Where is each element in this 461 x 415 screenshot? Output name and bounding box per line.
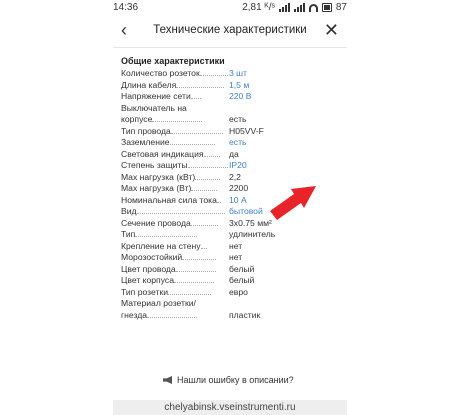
leader-dots bbox=[137, 208, 225, 214]
spec-value: белый bbox=[229, 275, 255, 285]
spec-row bbox=[121, 241, 301, 253]
report-error-text: Нашли ошибку в описании? bbox=[177, 375, 294, 385]
spec-row bbox=[121, 80, 301, 92]
leader-dots bbox=[191, 220, 218, 226]
spec-value: белый bbox=[229, 263, 255, 274]
spec-label: Крепление на стену bbox=[121, 240, 201, 251]
spec-row bbox=[121, 137, 301, 149]
spec-row bbox=[121, 126, 301, 138]
spec-value-link[interactable]: 10 А bbox=[229, 194, 247, 205]
spec-value: H05VV-F bbox=[229, 125, 264, 136]
signal-icon-2 bbox=[294, 3, 305, 12]
leader-dots bbox=[135, 231, 197, 237]
leader-dots bbox=[188, 162, 228, 168]
spec-label: Степень защиты bbox=[121, 160, 188, 170]
section-title: Общие характеристики bbox=[121, 56, 225, 66]
spec-label: Напряжение сети bbox=[121, 91, 191, 101]
status-time: 14:36 bbox=[113, 2, 139, 13]
spec-value: 2,2 bbox=[229, 171, 241, 182]
close-icon[interactable]: ✕ bbox=[323, 20, 339, 40]
spec-value: евро bbox=[229, 286, 248, 297]
spec-label: Световая индикация bbox=[121, 148, 204, 159]
spec-row bbox=[121, 103, 301, 126]
leader-dots bbox=[217, 197, 221, 203]
leader-dots bbox=[201, 243, 207, 249]
spec-row bbox=[121, 287, 301, 299]
leader-dots bbox=[195, 174, 220, 180]
spec-label: Материал розетки/ bbox=[121, 298, 196, 308]
leader-dots bbox=[200, 70, 228, 76]
spec-row bbox=[121, 275, 301, 287]
url-text: chelyabinsk.vseinstrumenti.ru bbox=[164, 402, 296, 413]
battery-icon bbox=[322, 3, 332, 12]
spec-label: Тип розетки bbox=[121, 286, 169, 297]
spec-value: удлинитель bbox=[229, 229, 276, 239]
status-right bbox=[242, 2, 347, 13]
spec-row bbox=[121, 264, 301, 276]
leader-dots bbox=[152, 116, 202, 122]
spec-row bbox=[121, 149, 301, 161]
spec-row bbox=[121, 91, 301, 103]
spec-label: Заземление bbox=[121, 137, 170, 147]
leader-dots bbox=[176, 82, 224, 88]
spec-label: Вид bbox=[121, 206, 137, 216]
spec-value: да bbox=[229, 148, 239, 159]
page-title: Технические характеристики bbox=[153, 24, 307, 36]
browser-url-bar[interactable] bbox=[113, 400, 347, 415]
modal-header bbox=[113, 14, 347, 48]
spec-label: Длина кабеля bbox=[121, 79, 177, 90]
back-icon[interactable]: ‹ bbox=[121, 20, 127, 40]
spec-value: есть bbox=[229, 114, 247, 124]
spec-label: Цвет корпуса bbox=[121, 275, 174, 285]
spec-row bbox=[121, 68, 301, 80]
spec-label-continued: гнезда bbox=[121, 309, 148, 320]
spec-label: Тип bbox=[121, 229, 136, 239]
spec-label: Тип провода bbox=[121, 125, 171, 136]
spec-value-link[interactable]: 220 В bbox=[229, 91, 252, 101]
leader-dots bbox=[176, 266, 216, 272]
arrow-shape bbox=[270, 186, 316, 220]
spec-value-link[interactable]: есть bbox=[229, 137, 247, 147]
spec-label: Количество розеток bbox=[121, 68, 200, 78]
status-bar bbox=[113, 0, 347, 14]
leader-dots bbox=[147, 312, 197, 318]
spec-label: Цвет провода bbox=[121, 263, 176, 274]
leader-dots bbox=[182, 254, 216, 260]
signal-icon bbox=[279, 3, 290, 12]
spec-value-link[interactable]: 3 шт bbox=[229, 68, 247, 78]
spec-label-continued: корпусе bbox=[121, 114, 153, 124]
spec-label: Номинальная сила тока bbox=[121, 194, 217, 205]
spec-value: нет bbox=[229, 252, 243, 262]
spec-value-link[interactable]: 1,5 м bbox=[229, 79, 250, 90]
spec-value: нет bbox=[229, 240, 243, 251]
spec-row bbox=[121, 229, 301, 241]
spec-value-link[interactable]: IP20 bbox=[229, 160, 247, 170]
report-error-link[interactable] bbox=[163, 375, 294, 385]
spec-label: Морозостойкий bbox=[121, 252, 183, 262]
spec-row bbox=[121, 160, 301, 172]
spec-label: Сечение провода bbox=[121, 217, 191, 228]
spec-label: Max нагрузка (Вт) bbox=[121, 183, 192, 193]
wifi-icon bbox=[309, 4, 318, 12]
spec-label: Выключатель на bbox=[121, 102, 187, 113]
leader-dots bbox=[170, 139, 215, 145]
leader-dots bbox=[191, 93, 201, 99]
spec-value: 2200 bbox=[229, 183, 249, 193]
spec-value: 3x0.75 мм² bbox=[229, 217, 272, 228]
spec-row bbox=[121, 298, 301, 321]
leader-dots bbox=[168, 289, 211, 295]
spec-value-link[interactable]: бытовой bbox=[229, 206, 263, 216]
leader-dots bbox=[204, 151, 220, 157]
red-arrow-annotation bbox=[268, 182, 324, 222]
spec-row bbox=[121, 252, 301, 264]
megaphone-icon bbox=[163, 376, 172, 384]
leader-dots bbox=[191, 185, 217, 191]
spec-label: Max нагрузка (кВт) bbox=[121, 171, 196, 182]
network-speed: 2,81 ᴷ/ˢ bbox=[242, 2, 275, 13]
battery-level: 87 bbox=[335, 2, 347, 13]
leader-dots bbox=[174, 277, 214, 283]
spec-value: пластик bbox=[229, 309, 261, 320]
leader-dots bbox=[171, 128, 223, 134]
